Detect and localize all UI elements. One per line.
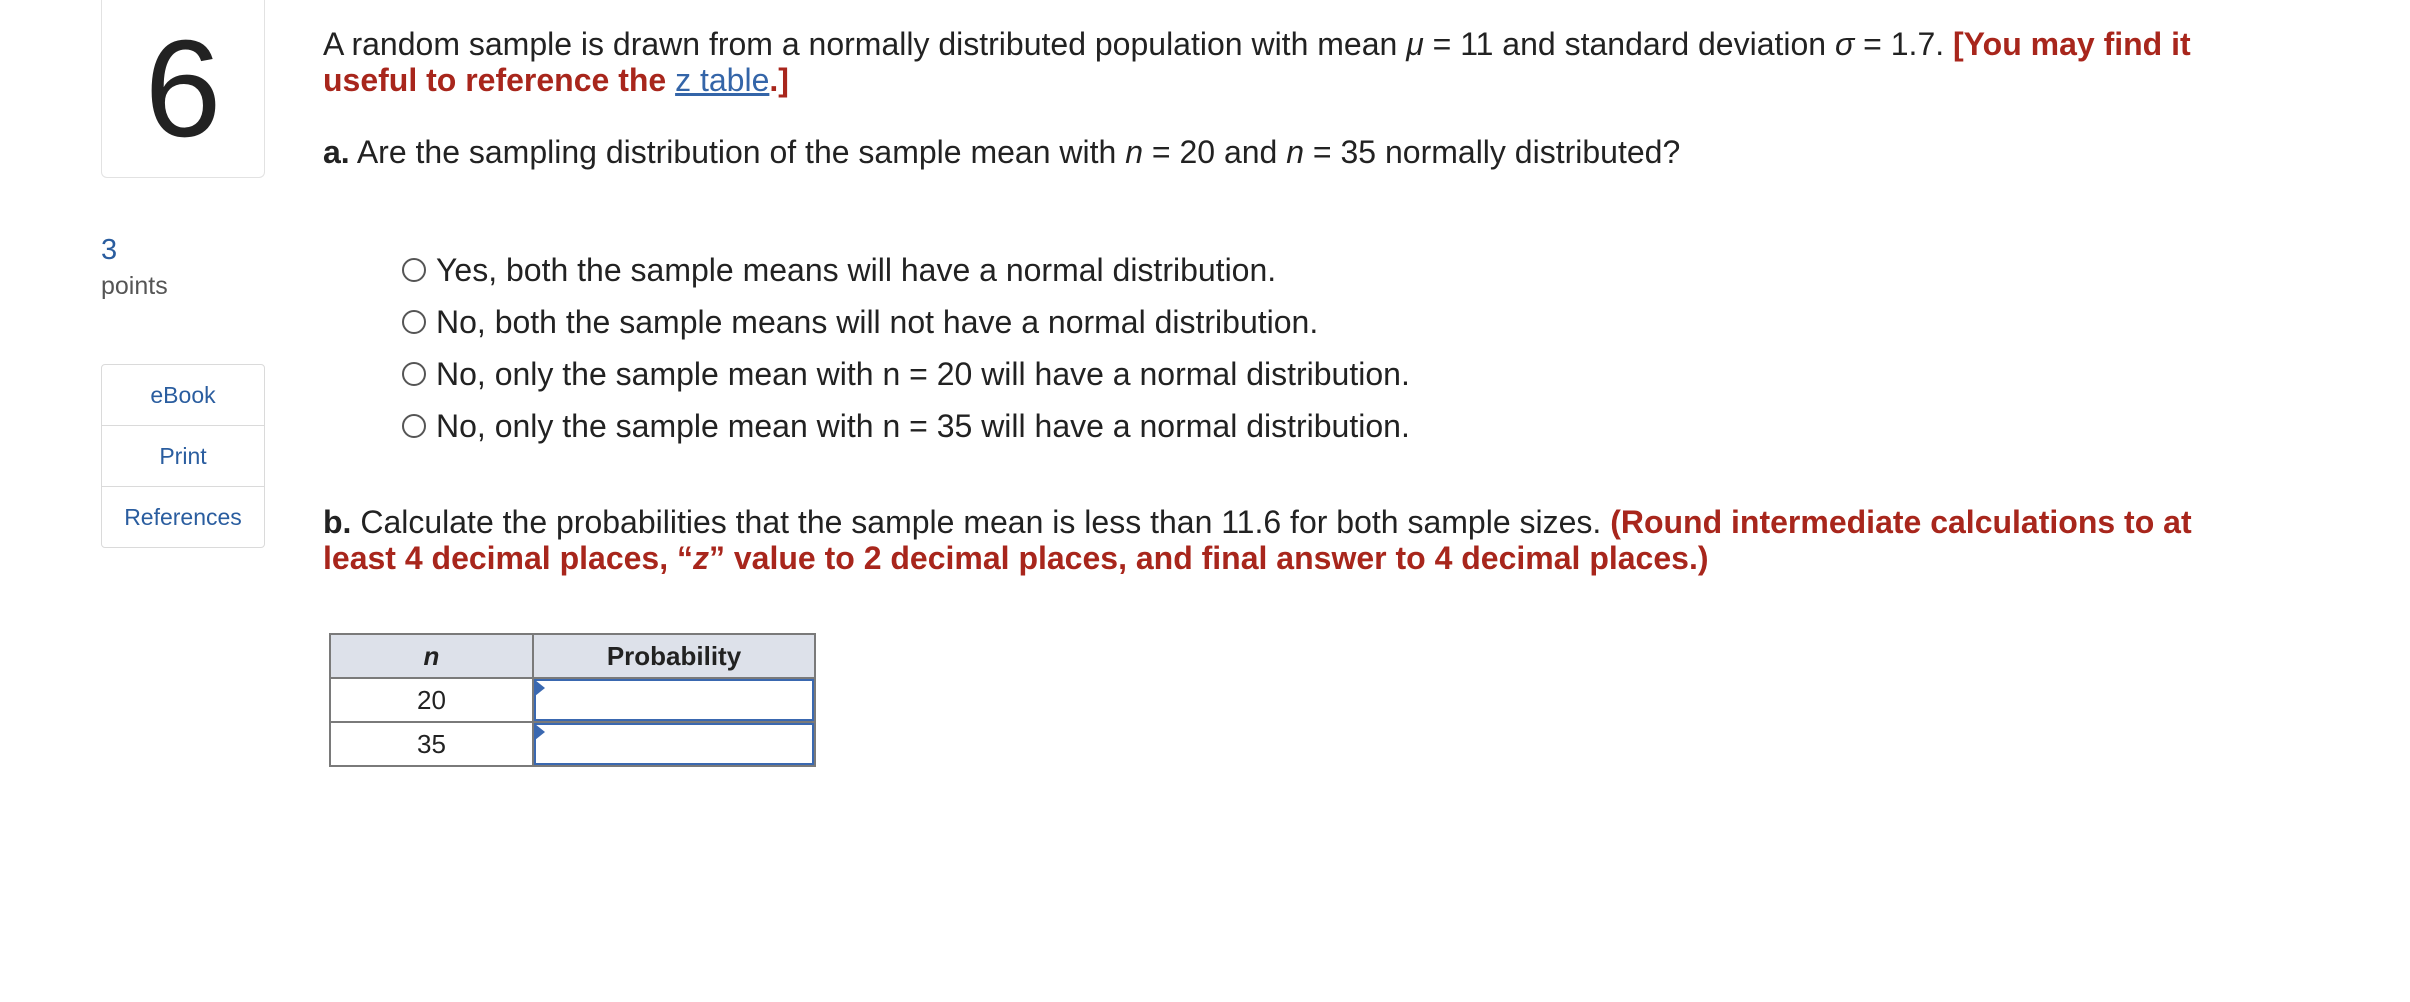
part-b-question: b. Calculate the probabilities that the sample mean is less than 11.6 for both sample sizes. (Round intermediate calculations to at least 4 decimal places, “z” value to 2 decimal places, and final answer to 4 decimal places.) — [323, 504, 2192, 576]
points-label: points — [101, 272, 168, 300]
probability-table — [329, 633, 816, 767]
question-number-box — [101, 0, 265, 178]
probability-cell — [533, 722, 815, 766]
row-n-value: 20 — [330, 678, 533, 722]
probability-input-n20[interactable] — [534, 679, 814, 721]
input-marker-icon — [535, 680, 545, 696]
ebook-link[interactable]: eBook — [150, 381, 216, 408]
option-no-both[interactable]: No, both the sample means will not have a normal distribution. — [402, 296, 1410, 348]
option-only-n35[interactable]: No, only the sample mean with n = 35 will have a normal distribution. — [402, 400, 1410, 452]
tools-panel — [101, 364, 265, 548]
option-only-n20[interactable]: No, only the sample mean with n = 20 will have a normal distribution. — [402, 348, 1410, 400]
probability-cell — [533, 678, 815, 722]
option-yes-both[interactable]: Yes, both the sample means will have a normal distribution. — [402, 244, 1410, 296]
question-intro: A random sample is drawn from a normally distributed population with mean μ = 11 and standard deviation σ = 1.7. [You may find it useful to reference the z table.] — [323, 26, 2191, 98]
radio-button[interactable] — [402, 258, 426, 282]
input-marker-icon — [535, 724, 545, 740]
table-row — [330, 678, 815, 722]
radio-button[interactable] — [402, 414, 426, 438]
header-probability: Probability — [533, 634, 815, 678]
references-link[interactable]: References — [102, 486, 264, 547]
hint-text: [You may find it useful to reference the z table.] — [323, 26, 2191, 98]
z-table-link[interactable]: z table — [675, 62, 770, 98]
print-link[interactable]: Print — [102, 425, 264, 486]
question-number: 6 — [144, 11, 222, 166]
table-row — [330, 722, 815, 766]
probability-input-n35[interactable] — [534, 723, 814, 765]
header-n: n — [330, 634, 533, 678]
part-a-question: a. Are the sampling distribution of the sample mean with n = 20 and n = 35 normally distributed? — [323, 134, 1681, 170]
radio-button[interactable] — [402, 310, 426, 334]
rounding-instructions: (Round intermediate calculations to at least 4 decimal places, “z” value to 2 decimal places, and final answer to 4 decimal places.) — [323, 504, 2192, 576]
points-value: 3 — [101, 234, 118, 266]
radio-button[interactable] — [402, 362, 426, 386]
table-header-row — [330, 634, 815, 678]
row-n-value: 35 — [330, 722, 533, 766]
question-content — [323, 26, 2263, 170]
part-a-options — [402, 244, 1410, 452]
